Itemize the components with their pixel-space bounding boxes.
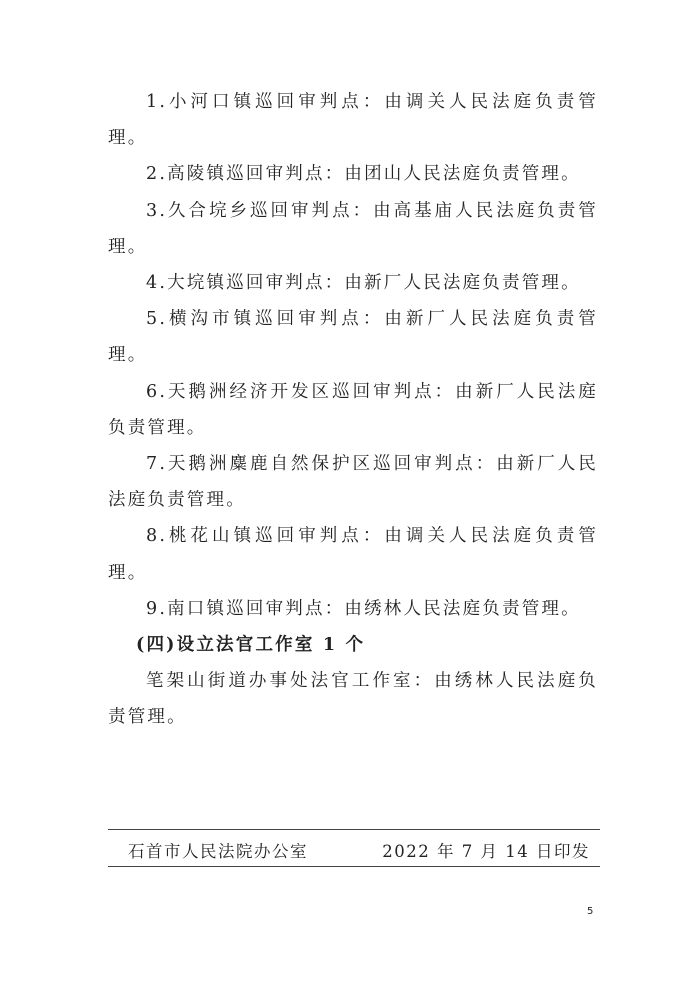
footer-date: 2022 年 7 月 14 日印发 bbox=[382, 842, 590, 861]
list-item: 1.小河口镇巡回审判点：由调关人民法庭负责管理。 bbox=[108, 92, 598, 149]
list-item: 5.横沟市镇巡回审判点：由新厂人民法庭负责管理。 bbox=[108, 309, 598, 366]
list-item: 7.天鹅洲麋鹿自然保护区巡回审判点：由新厂人民法庭负责管理。 bbox=[108, 454, 598, 511]
page-number: 5 bbox=[587, 906, 594, 917]
footer-issuer: 石首市人民法院办公室 bbox=[128, 842, 308, 861]
list-item: 9.南口镇巡回审判点：由绣林人民法庭负责管理。 bbox=[146, 598, 581, 619]
footer-divider-top bbox=[108, 829, 600, 830]
list-item: 6.天鹅洲经济开发区巡回审判点：由新厂人民法庭负责管理。 bbox=[108, 381, 598, 438]
list-item: 2.高陵镇巡回审判点：由团山人民法庭负责管理。 bbox=[146, 164, 581, 185]
list-item: 3.久合垸乡巡回审判点：由高基庙人民法庭负责管理。 bbox=[108, 200, 598, 257]
section-heading: (四)设立法官工作室 1 个 bbox=[136, 635, 366, 656]
footer-divider-bottom bbox=[108, 866, 600, 867]
list-item: 4.大垸镇巡回审判点：由新厂人民法庭负责管理。 bbox=[146, 273, 581, 294]
document-body bbox=[108, 84, 598, 736]
section-body: 笔架山街道办事处法官工作室：由绣林人民法庭负责管理。 bbox=[108, 671, 598, 728]
list-item: 8.桃花山镇巡回审判点：由调关人民法庭负责管理。 bbox=[108, 526, 598, 583]
